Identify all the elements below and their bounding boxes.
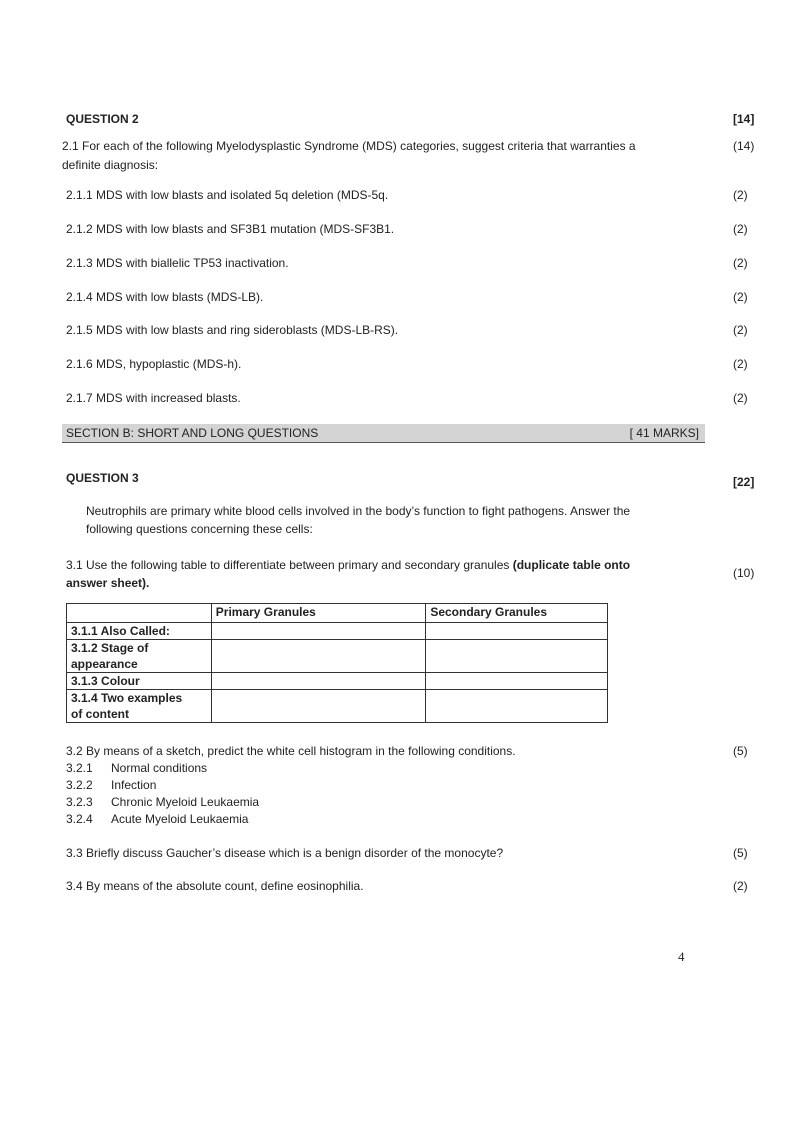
q2-item-marks: (2) [733,323,748,337]
granules-table [66,603,608,723]
q2-item: 2.1.6 MDS, hypoplastic (MDS-h). [66,357,242,371]
header-primary: Primary Granules [211,604,426,623]
row-label [67,690,212,723]
header-empty [67,604,212,623]
answer-cell[interactable] [211,690,426,723]
q2-item: 2.1.5 MDS with low blasts and ring sideroblasts (MDS-LB-RS). [66,323,399,337]
row-label-line: 3.1.4 Two examples [71,691,183,705]
section-title: SECTION B: SHORT AND LONG QUESTIONS [66,426,319,440]
row-label-line: 3.1.2 Stage of [71,641,149,655]
q32-num: 3.2.4 [66,812,93,826]
q31-text: 3.1 Use the following table to differentiate between primary and secondary granules [66,558,510,572]
row-label-line: appearance [71,657,138,671]
section-marks: [ 41 MARKS] [629,426,699,440]
question-3-marks: [22] [733,475,755,489]
section-b-banner [62,424,705,443]
answer-cell[interactable] [426,673,608,690]
q32-item: Infection [111,778,157,792]
q3-intro-line1: Neutrophils are primary white blood cells involved in the body’s function to fight pathogens. Answer the [86,504,631,518]
q33-text: 3.3 Briefly discuss Gaucher’s disease which is a benign disorder of the monocyte? [66,846,504,860]
answer-cell[interactable] [426,623,608,640]
q2-item: 2.1.7 MDS with increased blasts. [66,391,241,405]
answer-cell[interactable] [211,673,426,690]
q2-intro-line2: definite diagnosis: [62,158,159,172]
row-label: 3.1.1 Also Called: [67,623,212,640]
answer-cell[interactable] [426,640,608,673]
row-label [67,640,212,673]
q2-item: 2.1.3 MDS with biallelic TP53 inactivation. [66,256,289,270]
q32-num: 3.2.2 [66,778,93,792]
question-2-marks: [14] [733,112,755,126]
q31-bold-text: (duplicate table onto [512,558,631,572]
q32-item: Acute Myeloid Leukaemia [111,812,249,826]
q2-item-marks: (2) [733,290,748,304]
q2-item-marks: (2) [733,256,748,270]
q32-item: Normal conditions [111,761,208,775]
q32-item: Chronic Myeloid Leukaemia [111,795,260,809]
q31-line2: answer sheet). [66,576,150,590]
page-number: 4 [678,949,685,964]
q2-item-marks: (2) [733,222,748,236]
answer-cell[interactable] [211,623,426,640]
q2-item-marks: (2) [733,391,748,405]
q32-num: 3.2.3 [66,795,93,809]
header-secondary: Secondary Granules [426,604,608,623]
q2-item-marks: (2) [733,188,748,202]
q2-item: 2.1.4 MDS with low blasts (MDS-LB). [66,290,264,304]
q32-num: 3.2.1 [66,761,93,775]
q32-text: 3.2 By means of a sketch, predict the white cell histogram in the following conditions. [66,744,516,758]
q2-item: 2.1.2 MDS with low blasts and SF3B1 mutation (MDS-SF3B1. [66,222,395,236]
q31-marks: (10) [733,566,755,580]
row-label-line: of content [71,707,129,721]
answer-cell[interactable] [426,690,608,723]
q2-item-marks: (2) [733,357,748,371]
q34-text: 3.4 By means of the absolute count, define eosinophilia. [66,879,364,893]
q2-intro-line1: 2.1 For each of the following Myelodysplastic Syndrome (MDS) categories, suggest criteria that warranties a [62,139,636,153]
q34-marks: (2) [733,879,748,893]
answer-cell[interactable] [211,640,426,673]
q3-intro-line2: following questions concerning these cells: [86,522,313,536]
q2-intro-marks: (14) [733,139,755,153]
q33-marks: (5) [733,846,748,860]
row-label: 3.1.3 Colour [67,673,212,690]
q2-item: 2.1.1 MDS with low blasts and isolated 5q deletion (MDS-5q. [66,188,389,202]
question-3-title: QUESTION 3 [66,471,139,485]
q32-marks: (5) [733,744,748,758]
question-2-title: QUESTION 2 [66,112,139,126]
q31-line1 [66,558,630,572]
